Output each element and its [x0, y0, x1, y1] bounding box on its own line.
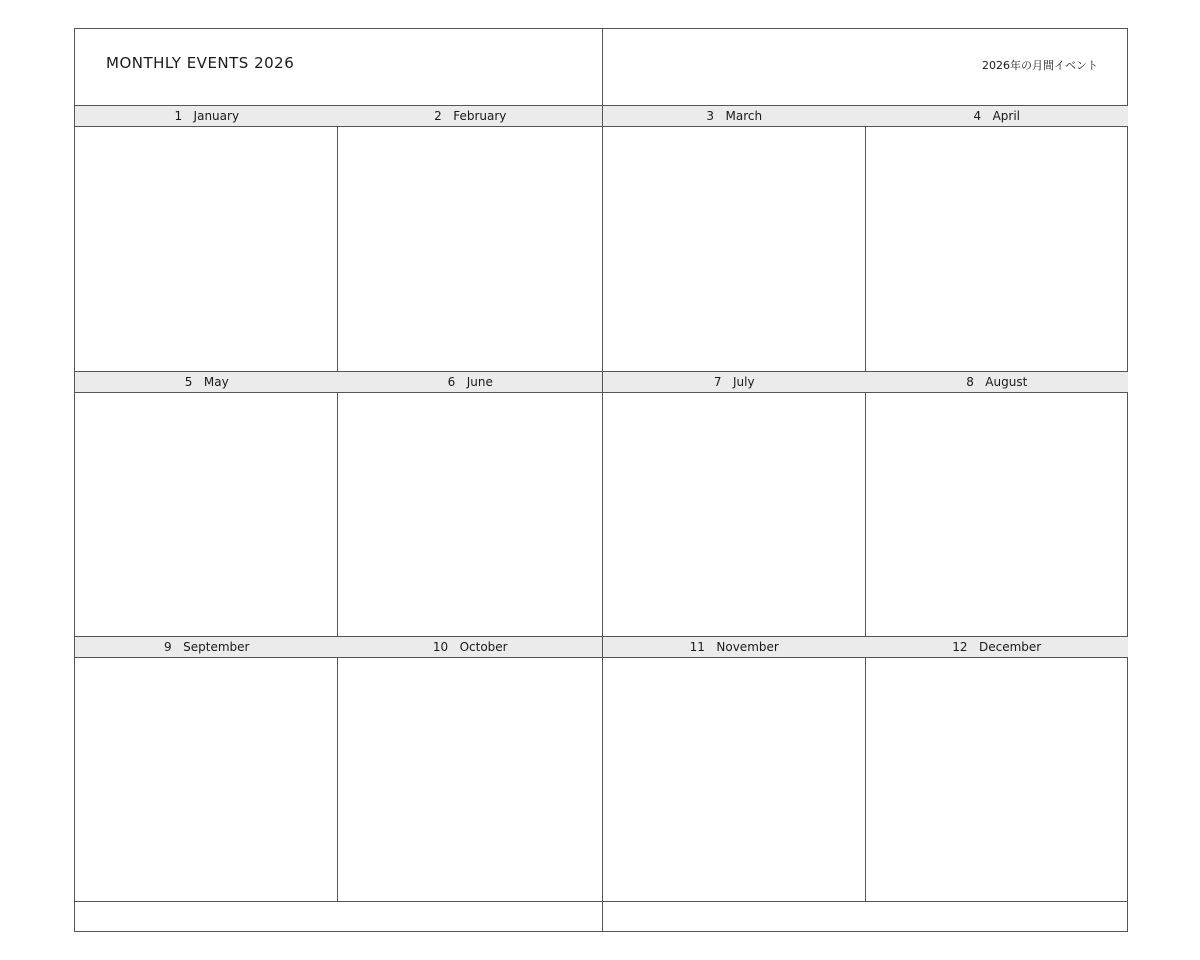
- month-label-january: 1 January: [174, 109, 240, 123]
- month-label-august: 8 August: [966, 375, 1028, 389]
- month-cell-june[interactable]: [338, 393, 602, 637]
- left-page: [75, 29, 602, 931]
- month-cell-april[interactable]: [866, 127, 1128, 371]
- planner-spread: [74, 28, 1128, 932]
- month-cells-row-2-left: [75, 393, 602, 637]
- month-label-band-row-2-left: [75, 371, 602, 393]
- month-label-november: 11 November: [689, 640, 779, 654]
- month-label-september: 9 September: [164, 640, 250, 654]
- right-page: [602, 29, 1128, 931]
- month-label-july: 7 July: [713, 375, 755, 389]
- month-cell-january[interactable]: [75, 127, 338, 371]
- month-cells-row-1-right: [603, 127, 1128, 371]
- left-page-footer: [75, 901, 602, 931]
- month-label-october: 10 October: [432, 640, 508, 654]
- right-page-header: [603, 29, 1128, 105]
- month-cell-february[interactable]: [338, 127, 602, 371]
- month-cell-july[interactable]: [603, 393, 866, 637]
- month-cell-november[interactable]: [603, 658, 866, 902]
- month-cell-march[interactable]: [603, 127, 866, 371]
- page-title-japanese: 2026年の月間イベント: [982, 59, 1098, 72]
- month-label-december: 12 December: [952, 640, 1042, 654]
- month-cell-december[interactable]: [866, 658, 1128, 902]
- month-label-band-row-2-right: [603, 371, 1128, 393]
- month-label-february: 2 February: [434, 109, 507, 123]
- month-cells-row-2-right: [603, 393, 1128, 637]
- month-cell-may[interactable]: [75, 393, 338, 637]
- month-cells-row-3-right: [603, 658, 1128, 902]
- month-label-band-row-3-left: [75, 636, 602, 658]
- month-label-may: 5 May: [184, 375, 229, 389]
- month-label-band-row-3-right: [603, 636, 1128, 658]
- month-cell-september[interactable]: [75, 658, 338, 902]
- month-label-band-row-1-right: [603, 105, 1128, 127]
- month-label-april: 4 April: [973, 109, 1021, 123]
- month-label-march: 3 March: [706, 109, 763, 123]
- month-cells-row-3-left: [75, 658, 602, 902]
- right-page-footer: [603, 901, 1128, 931]
- month-label-june: 6 June: [447, 375, 493, 389]
- month-cells-row-1-left: [75, 127, 602, 371]
- month-label-band-row-1-left: [75, 105, 602, 127]
- left-page-header: [75, 29, 602, 105]
- month-cell-august[interactable]: [866, 393, 1128, 637]
- month-cell-october[interactable]: [338, 658, 602, 902]
- page-title: MONTHLY EVENTS 2026: [106, 54, 295, 72]
